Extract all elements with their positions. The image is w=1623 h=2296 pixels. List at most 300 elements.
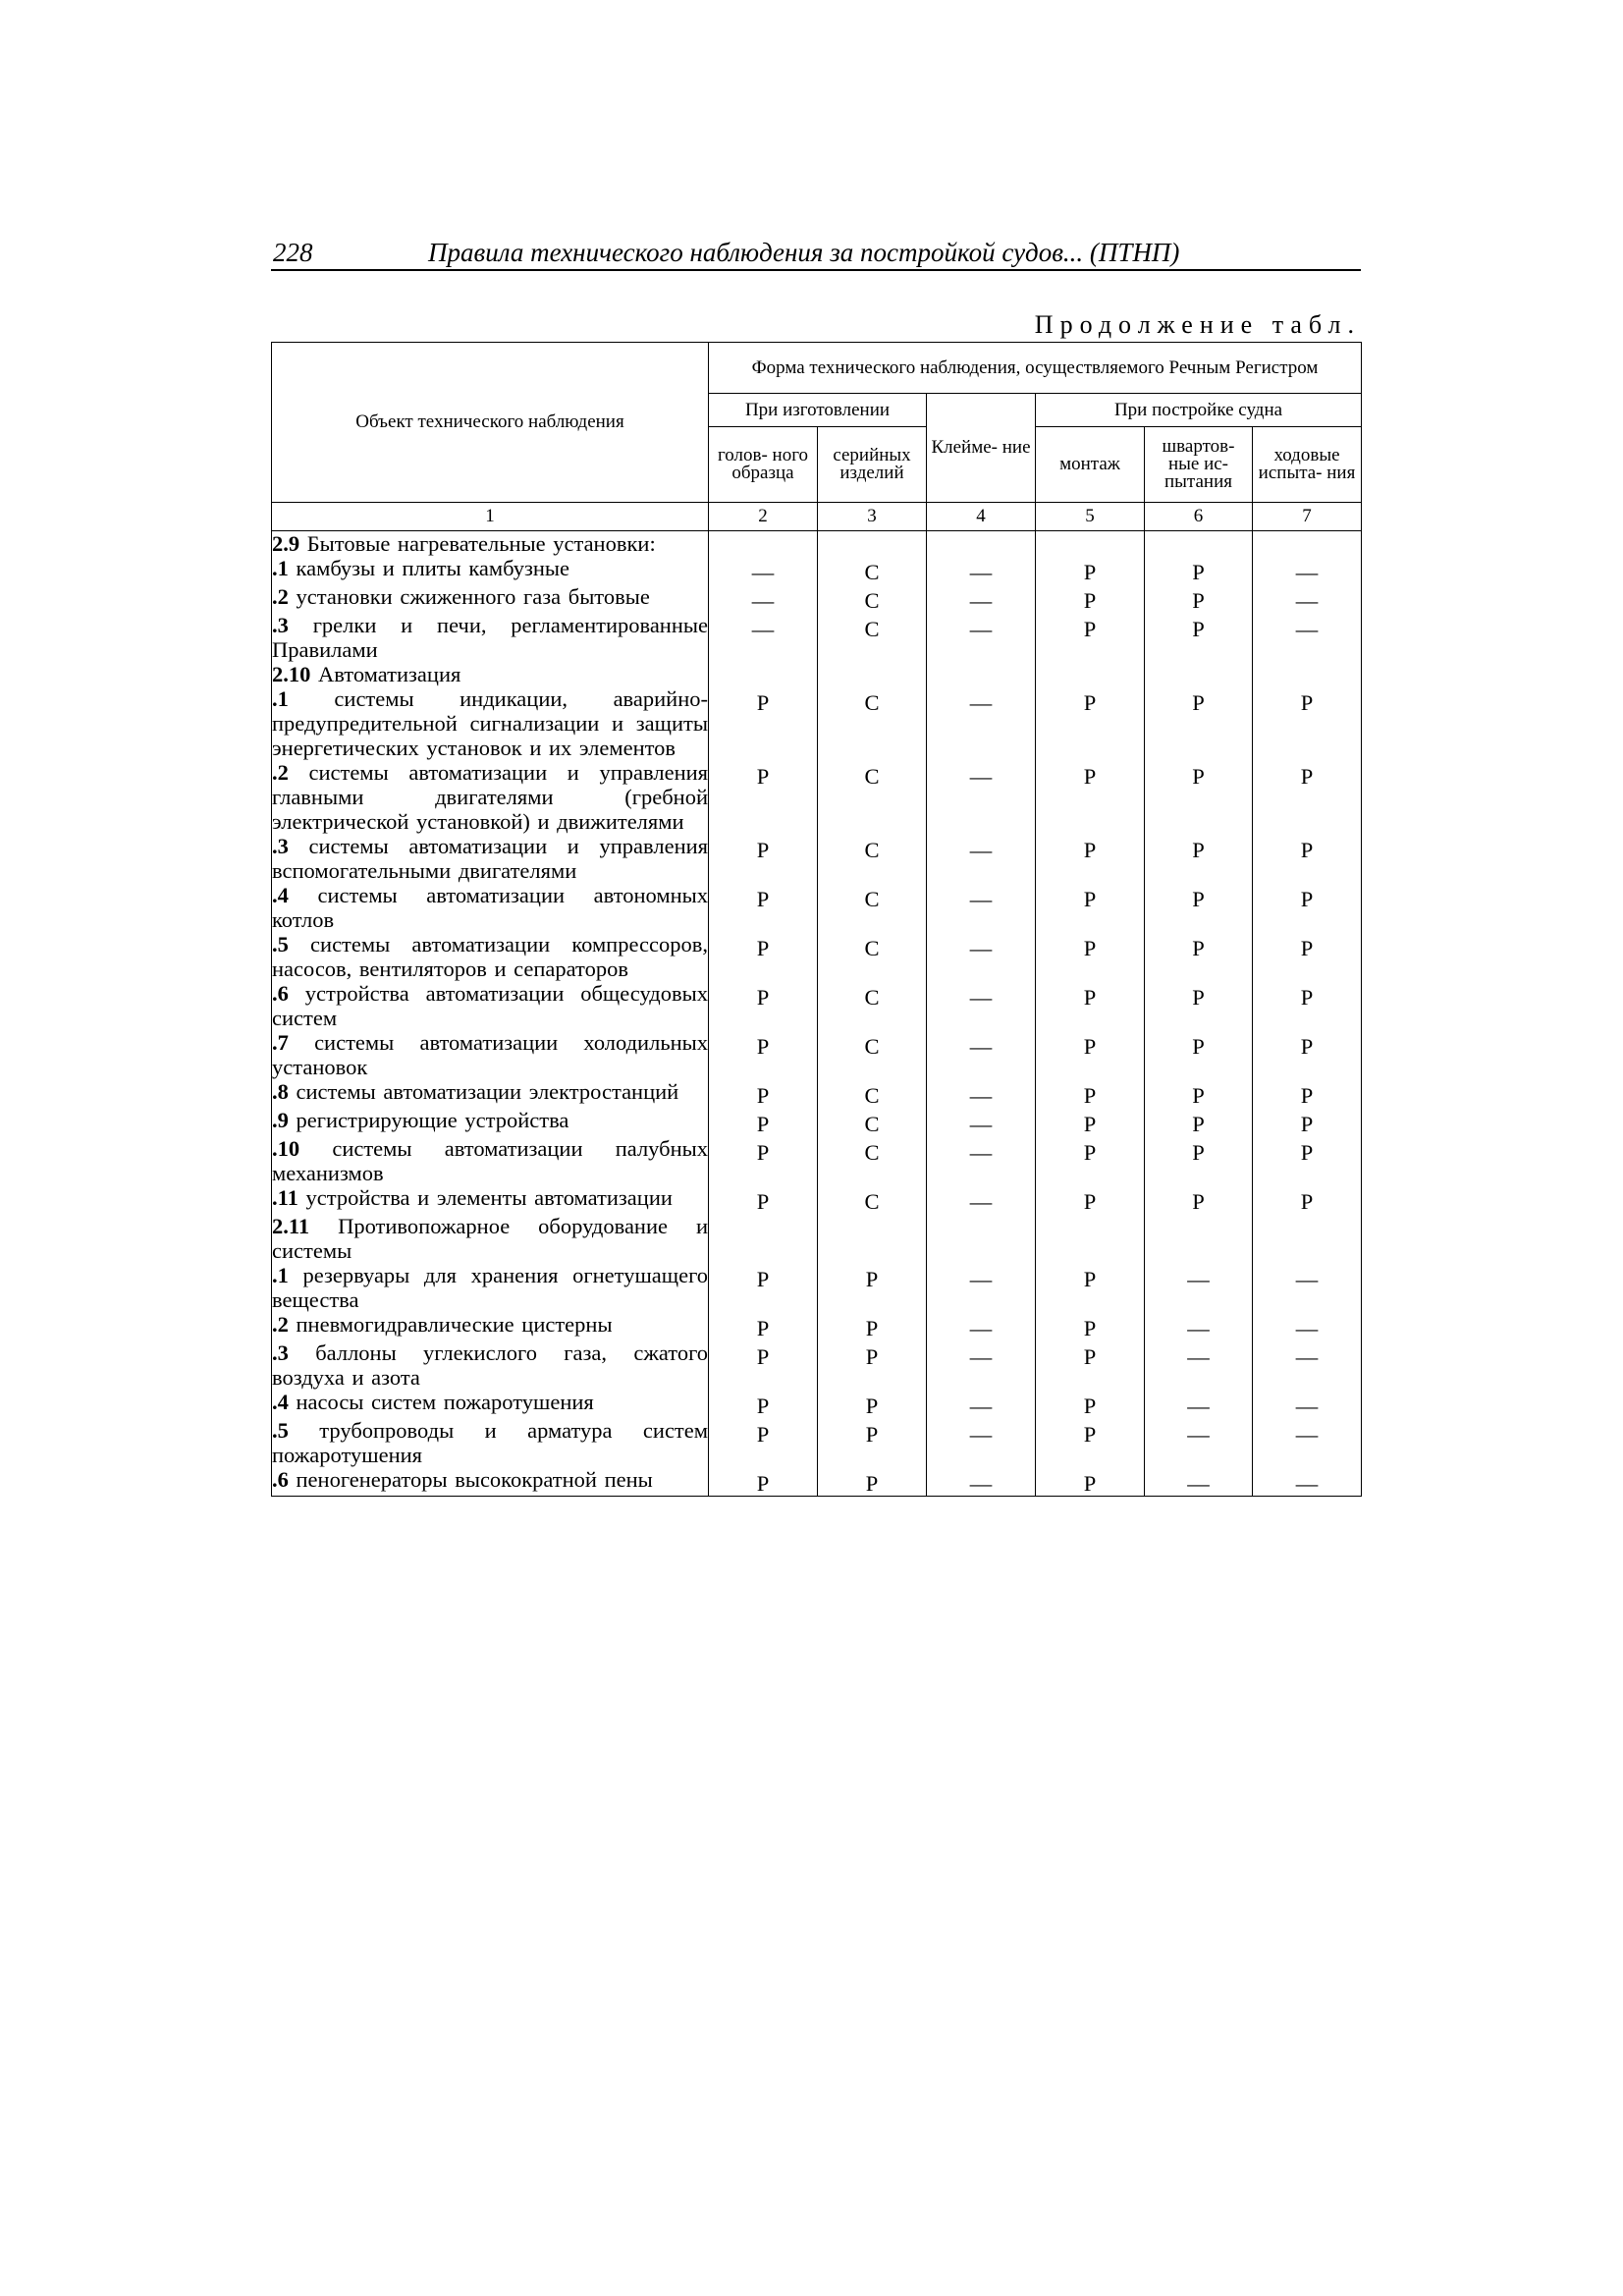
table-row [272,1136,1362,1185]
form-mark: Р [1083,1422,1097,1447]
form-mark: Р [756,1422,770,1447]
table-row [272,760,1362,834]
form-mark-cell [1036,613,1145,662]
form-mark: Р [1300,1112,1314,1136]
form-mark: Р [1083,1267,1097,1291]
form-mark: Р [865,1316,879,1340]
form-mark-cell [927,584,1036,613]
item-number: .4 [272,1390,289,1414]
table-row [272,1263,1362,1312]
form-mark: Р [1192,764,1205,789]
form-mark-cell [1036,1312,1145,1340]
item-number: .8 [272,1079,289,1104]
form-mark: — [969,1344,993,1369]
form-mark: — [1295,1267,1319,1291]
form-mark: Р [1083,1394,1097,1418]
form-mark: — [1187,1316,1210,1340]
form-mark-cell [927,1185,1036,1214]
form-mark-cell [927,883,1036,932]
form-mark: Р [1300,1034,1314,1059]
item-number: .2 [272,584,289,609]
object-cell [272,932,709,981]
form-mark-cell [1145,1079,1253,1108]
form-mark-cell [818,834,927,883]
form-mark-cell [1145,1418,1253,1467]
table-row [272,1214,1362,1263]
form-mark: Р [756,1083,770,1108]
form-mark: — [1295,1344,1319,1369]
object-cell [272,556,709,584]
form-mark-cell [709,613,818,662]
form-mark-cell [818,1136,927,1185]
item-text: системы автоматизации и управления вспомогательными двигателями [272,834,708,883]
item-number: .1 [272,1263,289,1287]
form-mark: Р [1192,985,1205,1010]
form-mark: — [1187,1422,1210,1447]
form-mark-cell [1253,981,1362,1030]
table-row [272,932,1362,981]
form-mark: Р [1192,1189,1205,1214]
table-row [272,613,1362,662]
construction-header: При постройке судна [1036,394,1362,427]
form-mark: Р [1083,936,1097,960]
object-cell [272,1030,709,1079]
form-mark: Р [1083,1316,1097,1340]
form-mark: С [864,588,880,613]
form-mark-cell [1253,834,1362,883]
form-mark: С [864,1189,880,1214]
form-mark-cell [927,531,1036,557]
form-mark: — [1187,1394,1210,1418]
form-mark: Р [1083,1344,1097,1369]
object-cell [272,760,709,834]
form-mark: Р [1083,1140,1097,1165]
form-mark: — [969,838,993,862]
form-mark-cell [927,556,1036,584]
form-mark-cell [1036,1185,1145,1214]
item-number: .5 [272,932,289,957]
form-mark: Р [1083,887,1097,911]
table-row [272,584,1362,613]
form-mark-cell [1036,834,1145,883]
form-mark-cell [1145,686,1253,760]
form-mark-cell [709,1263,818,1312]
object-cell [272,834,709,883]
form-mark-cell [709,1136,818,1185]
table-body [272,531,1362,1497]
object-cell [272,662,709,686]
item-number: .3 [272,1340,289,1365]
form-mark-cell [709,834,818,883]
table-row [272,1185,1362,1214]
form-mark-cell [818,1214,927,1263]
form-mark-cell [1253,932,1362,981]
form-mark-cell [709,932,818,981]
object-column-header: Объект технического наблюдения [272,343,709,503]
item-text: системы автоматизации палубных механизмов [272,1136,708,1185]
form-mark: — [969,1140,993,1165]
form-mark: — [1295,1394,1319,1418]
form-mark: — [969,560,993,584]
column-number: 6 [1145,503,1253,531]
form-mark-cell [927,1467,1036,1497]
form-mark-cell [709,662,818,686]
table-row [272,1108,1362,1136]
item-number: .11 [272,1185,298,1210]
form-mark: Р [756,764,770,789]
form-mark-cell [709,531,818,557]
table-row [272,883,1362,932]
form-mark-cell [1253,1418,1362,1467]
form-mark: Р [1083,838,1097,862]
form-mark: — [969,588,993,613]
form-mark: С [864,936,880,960]
form-mark: Р [1083,1083,1097,1108]
form-mark: Р [756,690,770,715]
form-mark-cell [1036,1340,1145,1390]
form-mark-cell [818,1263,927,1312]
form-mark: Р [756,936,770,960]
form-mark-cell [1145,1108,1253,1136]
form-mark: Р [1300,1083,1314,1108]
form-mark: — [1187,1471,1210,1496]
form-mark-cell [1145,1467,1253,1497]
form-mark: Р [756,1471,770,1496]
form-mark-cell [709,1418,818,1467]
form-mark-cell [818,1030,927,1079]
form-mark-cell [927,1079,1036,1108]
item-number: .10 [272,1136,300,1161]
form-mark: — [1295,1422,1319,1447]
form-mark-cell [927,1030,1036,1079]
form-mark-cell [1145,1185,1253,1214]
form-mark-cell [818,662,927,686]
form-mark-cell [1036,981,1145,1030]
form-mark: Р [756,1112,770,1136]
item-text: грелки и печи, регламентированные Правилами [272,613,708,662]
item-text: установки сжиженного газа бытовые [288,584,650,609]
form-mark: — [1295,1471,1319,1496]
form-mark-cell [818,584,927,613]
form-mark: — [969,1189,993,1214]
form-mark-cell [1036,1263,1145,1312]
form-mark-cell [1253,1312,1362,1340]
head-sample-header: голов- ного образца [709,427,818,503]
form-mark-cell [1253,556,1362,584]
form-mark: Р [756,1316,770,1340]
form-mark-cell [1145,1390,1253,1418]
form-mark: Р [865,1394,879,1418]
table-row [272,1390,1362,1418]
form-mark: С [864,838,880,862]
form-mark: Р [1300,936,1314,960]
form-mark: С [864,1112,880,1136]
form-mark: Р [1083,690,1097,715]
form-mark: — [1187,1344,1210,1369]
item-text: пеногенераторы высокократной пены [288,1467,653,1492]
form-mark: — [969,887,993,911]
form-mark: Р [1083,1112,1097,1136]
column-number: 5 [1036,503,1145,531]
form-mark-cell [1145,834,1253,883]
item-text: системы автоматизации электростанций [288,1079,679,1104]
form-mark: Р [1300,690,1314,715]
form-mark-cell [1145,1030,1253,1079]
table-row [272,1340,1362,1390]
form-mark-cell [818,932,927,981]
form-mark-cell [927,1340,1036,1390]
form-mark-cell [1036,662,1145,686]
item-text: камбузы и плиты камбузные [288,556,570,580]
form-mark: Р [1300,985,1314,1010]
table-row [272,531,1362,557]
item-number: .7 [272,1030,289,1055]
form-mark: — [969,1394,993,1418]
form-mark-cell [709,1467,818,1497]
page-header [271,236,1361,271]
item-text: насосы систем пожаротушения [288,1390,594,1414]
form-mark: Р [1300,1189,1314,1214]
form-mark: Р [756,1394,770,1418]
form-mark-cell [927,1214,1036,1263]
form-mark-cell [818,1340,927,1390]
form-mark: С [864,764,880,789]
form-mark: — [969,617,993,641]
form-mark: Р [1300,764,1314,789]
form-mark-cell [927,932,1036,981]
form-mark: Р [756,838,770,862]
form-mark-cell [709,1340,818,1390]
form-mark-cell [709,1390,818,1418]
form-mark: Р [1083,1034,1097,1059]
object-cell [272,1390,709,1418]
object-cell [272,613,709,662]
form-mark-cell [1253,1185,1362,1214]
form-mark-cell [1036,1467,1145,1497]
form-mark-cell [1253,613,1362,662]
form-mark-cell [1253,1030,1362,1079]
form-mark: — [969,690,993,715]
form-mark-cell [1253,1108,1362,1136]
item-text: Бытовые нагревательные установки: [299,531,656,556]
object-cell [272,1467,709,1497]
form-mark-cell [818,883,927,932]
form-mark-cell [818,1185,927,1214]
form-mark-cell [818,613,927,662]
object-cell [272,1312,709,1340]
form-mark: — [1295,560,1319,584]
form-mark: Р [865,1471,879,1496]
form-mark-cell [1036,760,1145,834]
item-number: .1 [272,556,289,580]
form-mark: — [1295,588,1319,613]
form-mark: Р [1083,1471,1097,1496]
item-number: .2 [272,1312,289,1337]
form-mark: — [969,936,993,960]
form-mark: Р [756,1267,770,1291]
form-mark: — [969,764,993,789]
form-mark: — [751,560,775,584]
form-mark-cell [927,760,1036,834]
form-mark-cell [1253,531,1362,557]
form-mark: Р [1083,1189,1097,1214]
form-mark: Р [1192,1034,1205,1059]
form-mark: Р [1083,560,1097,584]
item-text: трубопроводы и арматура систем пожаротушения [272,1418,708,1467]
item-text: системы индикации, аварийно-предупредительной сигнализации и защиты энергетических установок и их элементов [272,686,708,760]
form-mark: Р [1300,838,1314,862]
form-mark-cell [709,1079,818,1108]
form-header: Форма технического наблюдения, осуществляемого Речным Регистром [709,343,1362,394]
form-mark: — [969,1267,993,1291]
table-header [272,343,1362,531]
item-text: системы автоматизации и управления главными двигателями (гребной электрической установкой) и движителями [272,760,708,834]
form-mark-cell [1253,1390,1362,1418]
form-mark-cell [709,1312,818,1340]
form-mark: С [864,560,880,584]
item-number: .5 [272,1418,289,1443]
form-mark-cell [818,1079,927,1108]
form-mark-cell [927,1390,1036,1418]
object-cell [272,1418,709,1467]
table-row [272,1418,1362,1467]
object-cell [272,1185,709,1214]
sea-trials-header: ходовые испыта- ния [1253,427,1362,503]
form-mark-cell [1036,584,1145,613]
column-number-row [272,503,1362,531]
form-mark: Р [1192,588,1205,613]
item-text: устройства автоматизации общесудовых систем [272,981,708,1030]
form-mark-cell [927,1263,1036,1312]
item-number: .6 [272,981,289,1006]
form-mark: Р [1192,1083,1205,1108]
table-row [272,1312,1362,1340]
item-text: системы автоматизации холодильных установок [272,1030,708,1079]
item-number: 2.9 [272,531,300,556]
item-number: .3 [272,834,289,858]
form-mark-cell [1036,1214,1145,1263]
form-mark: Р [1300,887,1314,911]
item-text: баллоны углекислого газа, сжатого воздуха и азота [272,1340,708,1390]
form-mark-cell [818,1390,927,1418]
serial-header: серийных изделий [818,427,927,503]
item-number: .3 [272,613,289,637]
form-mark: — [969,1034,993,1059]
form-mark: С [864,887,880,911]
form-mark-cell [927,981,1036,1030]
form-mark-cell [1036,556,1145,584]
form-mark-cell [1145,932,1253,981]
form-mark-cell [1145,981,1253,1030]
item-number: .2 [272,760,289,785]
form-mark-cell [1253,1263,1362,1312]
form-mark-cell [709,1214,818,1263]
form-mark-cell [1036,1030,1145,1079]
form-mark: Р [1083,617,1097,641]
form-mark: Р [1192,617,1205,641]
form-mark-cell [709,883,818,932]
page-number: 228 [273,238,313,267]
form-mark-cell [1036,531,1145,557]
form-mark-cell [1145,883,1253,932]
form-mark-cell [1036,1390,1145,1418]
form-mark-cell [709,1185,818,1214]
form-mark: С [864,690,880,715]
table-row [272,981,1362,1030]
table-row [272,686,1362,760]
form-mark-cell [818,981,927,1030]
form-mark: — [751,588,775,613]
form-mark: Р [1083,985,1097,1010]
form-mark: Р [865,1422,879,1447]
form-mark-cell [709,760,818,834]
object-cell [272,981,709,1030]
form-mark-cell [1253,760,1362,834]
form-mark: Р [865,1267,879,1291]
supervision-table [271,342,1362,1497]
form-mark: С [864,1140,880,1165]
form-mark-cell [1253,1340,1362,1390]
form-mark: — [1295,617,1319,641]
object-cell [272,584,709,613]
form-mark: Р [756,985,770,1010]
form-mark-cell [1145,760,1253,834]
form-mark-cell [1036,686,1145,760]
object-cell [272,883,709,932]
form-mark-cell [927,1418,1036,1467]
item-number: .9 [272,1108,289,1132]
form-mark-cell [1253,584,1362,613]
form-mark-cell [709,686,818,760]
form-mark-cell [818,556,927,584]
form-mark-cell [1036,1418,1145,1467]
form-mark-cell [1145,1136,1253,1185]
mooring-trials-header: швартов- ные ис- пытания [1145,427,1253,503]
form-mark-cell [818,760,927,834]
form-mark-cell [1036,1079,1145,1108]
form-mark-cell [927,1312,1036,1340]
form-mark: — [969,1316,993,1340]
form-mark: Р [756,1140,770,1165]
form-mark: Р [1192,1112,1205,1136]
item-number: .1 [272,686,289,711]
form-mark: — [969,1112,993,1136]
table-row [272,1467,1362,1497]
form-mark: — [969,1083,993,1108]
form-mark: Р [756,1189,770,1214]
form-mark-cell [1036,883,1145,932]
form-mark: Р [756,887,770,911]
object-cell [272,1263,709,1312]
form-mark: Р [1192,690,1205,715]
item-number: .6 [272,1467,289,1492]
object-cell [272,686,709,760]
form-mark: — [969,1422,993,1447]
manufacture-header: При изготовлении [709,394,927,427]
form-mark: С [864,985,880,1010]
item-text: регистрирующие устройства [288,1108,569,1132]
form-mark: — [1295,1316,1319,1340]
object-cell [272,1340,709,1390]
form-mark: Р [756,1344,770,1369]
form-mark-cell [818,531,927,557]
table-continuation-label: Продолжение табл. [1034,310,1361,339]
form-mark-cell [927,1136,1036,1185]
form-mark-cell [818,1312,927,1340]
assembly-header: монтаж [1036,427,1145,503]
table-row [272,1030,1362,1079]
column-number: 2 [709,503,818,531]
